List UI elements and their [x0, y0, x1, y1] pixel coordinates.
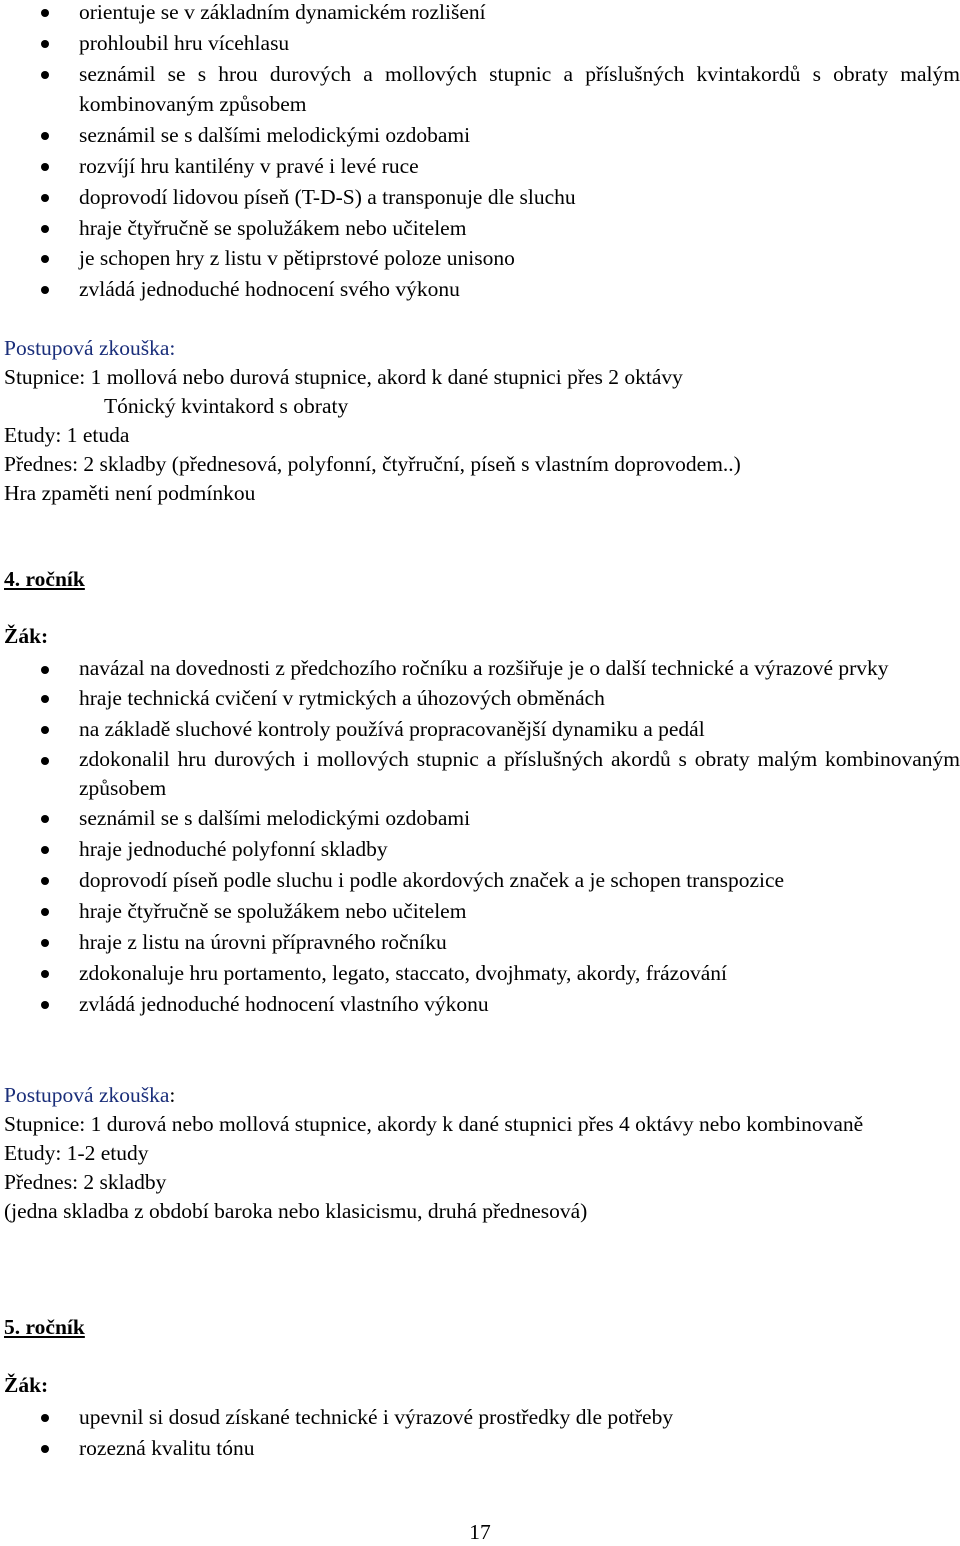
list-item: na základě sluchové kontroly používá propracovanější dynamiku a pedál: [0, 714, 960, 745]
grade4-heading: 4. ročník: [4, 567, 85, 591]
exam-title-colon: :: [169, 1083, 176, 1107]
exam-title: Postupová zkouška:: [4, 336, 176, 360]
list-item: hraje čtyřručně se spolužákem nebo učitelem: [0, 213, 960, 244]
exam-pieces: Přednes: 2 skladby (přednesová, polyfonní, čtyřruční, píseň s vlastním doprovodem..): [4, 452, 741, 476]
list-item: rozezná kvalitu tónu: [0, 1433, 960, 1464]
list-item: hraje z listu na úrovni přípravného ročníku: [0, 927, 960, 958]
list-item: rozvíjí hru kantilény v pravé i levé ruce: [0, 151, 960, 182]
list-item: prohloubil hru vícehlasu: [0, 28, 960, 59]
grade4-pupil-wrap: [0, 622, 960, 651]
list-item: orientuje se v základním dynamickém rozlišení: [0, 0, 960, 28]
list-item: navázal na dovednosti z předchozího ročníku a rozšiřuje je o další technické a výrazové prvky: [0, 654, 960, 683]
list-item: [0, 59, 960, 121]
list-item: hraje jednoduché polyfonní skladby: [0, 834, 960, 865]
grade5-pupil-wrap: [0, 1371, 960, 1400]
exam-etudes: Etudy: 1 etuda: [4, 423, 130, 447]
list-item: seznámil se s dalšími melodickými ozdobami: [0, 803, 960, 834]
list-item: hraje technická cvičení v rytmických a úhozových obměnách: [0, 683, 960, 714]
list-item-text: seznámil se s hrou durových a mollových stupnic a příslušných kvintakordů s obraty malým kombinovaným způsobem: [79, 61, 960, 117]
list-item: zdokonalil hru durových i mollových stupnic a příslušných akordů s obraty malým kombinovaným způsobem: [0, 745, 960, 803]
exam-scales: Stupnice: 1 mollová nebo durová stupnice, akord k dané stupnici přes 2 oktávy: [4, 365, 683, 389]
list-item: seznámil se s dalšími melodickými ozdobami: [0, 120, 960, 151]
list-item: doprovodí lidovou píseň (T-D-S) a transponuje dle sluchu: [0, 182, 960, 213]
list-item: zvládá jednoduché hodnocení svého výkonu: [0, 274, 960, 305]
grade5-pupil-label: Žák:: [4, 1373, 49, 1397]
page-number: 17: [469, 1520, 491, 1544]
list-item: hraje čtyřručně se spolužákem nebo učitelem: [0, 896, 960, 927]
exam-scales-continued: Tónický kvintakord s obraty: [104, 394, 349, 418]
exam-note: Hra zpaměti není podmínkou: [4, 481, 256, 505]
grade5-heading: 5. ročník: [4, 1315, 85, 1339]
grade4-outcomes-list: [0, 654, 960, 1020]
exam-title-line: [0, 1081, 960, 1110]
exam-title: Postupová zkouška: [4, 1083, 170, 1107]
exam-pieces-note: (jedna skladba z období baroka nebo klasicismu, druhá přednesová): [4, 1199, 588, 1223]
list-item: zvládá jednoduché hodnocení vlastního výkonu: [0, 989, 960, 1020]
list-item: upevnil si dosud získané technické i výrazové prostředky dle potřeby: [0, 1402, 960, 1433]
grade4-heading-wrap: [0, 565, 960, 594]
exam-pieces: Přednes: 2 skladby: [4, 1170, 167, 1194]
grade3-exam: [0, 334, 960, 508]
list-item: je schopen hry z listu v pětiprstové poloze unisono: [0, 243, 960, 274]
exam-scales: Stupnice: 1 durová nebo mollová stupnice, akordy k dané stupnici přes 4 oktávy nebo kombinovaně: [4, 1112, 864, 1136]
grade4-exam: [0, 1081, 960, 1226]
grade3-outcomes-list: [0, 0, 960, 305]
grade5-outcomes-list: [0, 1402, 960, 1464]
exam-etudes: Etudy: 1-2 etudy: [4, 1141, 149, 1165]
list-item: doprovodí píseň podle sluchu i podle akordových značek a je schopen transpozice: [0, 865, 960, 896]
grade4-pupil-label: Žák:: [4, 624, 49, 648]
list-item: zdokonaluje hru portamento, legato, staccato, dvojhmaty, akordy, frázování: [0, 958, 960, 989]
grade5-heading-wrap: [0, 1313, 960, 1342]
